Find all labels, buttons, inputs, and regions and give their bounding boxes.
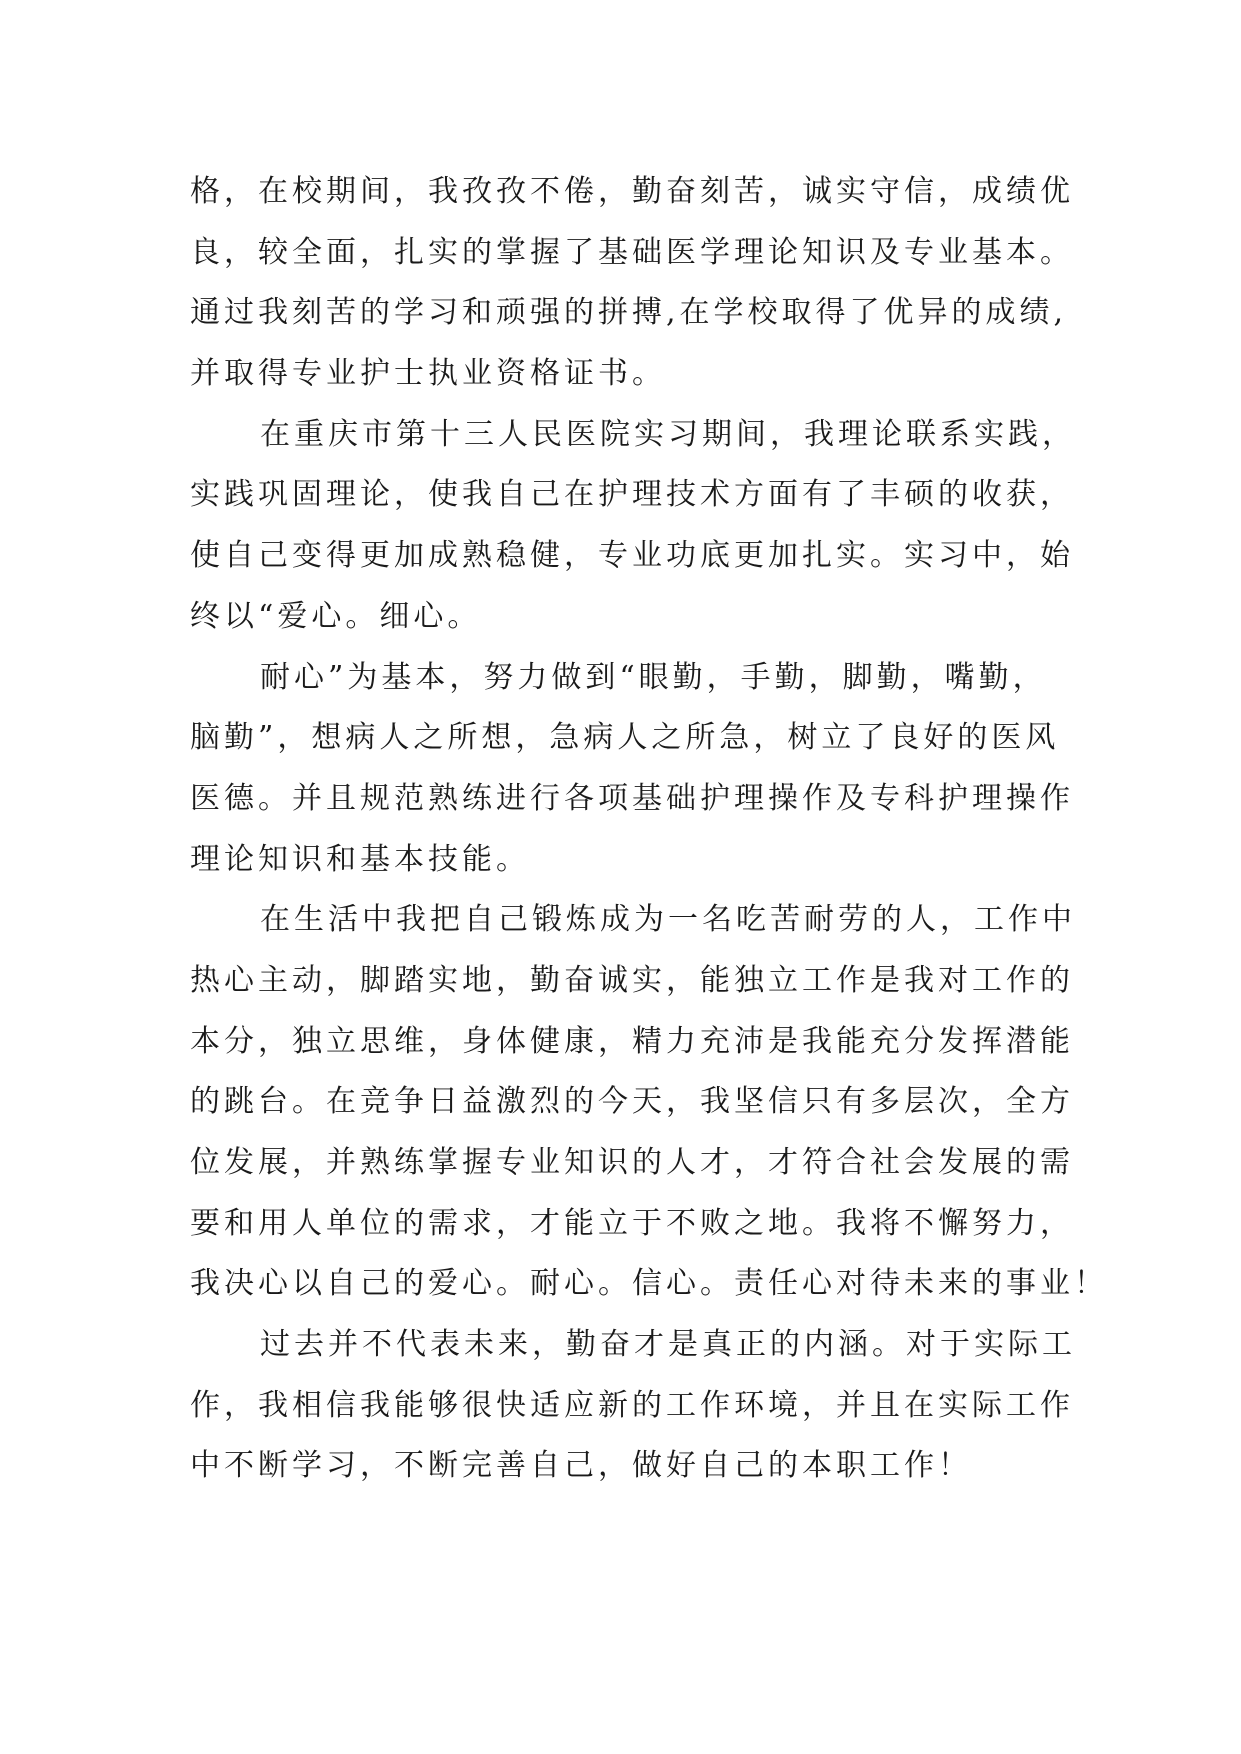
text-line: 位发展，并熟练掌握专业知识的人才，才符合社会发展的需 [190, 1145, 1074, 1180]
text-line: 格，在校期间，我孜孜不倦，勤奋刻苦，诚实守信，成绩优 [190, 174, 1074, 209]
text-line: 作，我相信我能够很快适应新的工作环境，并且在实际工作 [190, 1387, 1074, 1423]
document-body [190, 162, 1108, 1497]
text-line: 良，较全面，扎实的掌握了基础医学理论知识及专业基本。 [190, 234, 1074, 270]
paragraph-first-line: 耐心”为基本，努力做到“眼勤，手勤，脚勤，嘴勤， [260, 659, 1047, 695]
text-line: 实践巩固理论，使我自己在护理技术方面有了丰硕的收获， [190, 477, 1074, 513]
text-line: 热心主动，脚踏实地，勤奋诚实，能独立工作是我对工作的 [190, 962, 1074, 998]
text-line: 中不断学习，不断完善自己，做好自己的本职工作！ [190, 1448, 972, 1484]
text-line: 理论知识和基本技能。 [190, 841, 530, 877]
text-line: 的跳台。在竞争日益激烈的今天，我坚信只有多层次，全方 [190, 1084, 1074, 1120]
text-line: 脑勤”，想病人之所想，急病人之所急，树立了良好的医风 [190, 720, 1060, 756]
paragraph-first-line: 过去并不代表未来，勤奋才是真正的内涵。对于实际工 [260, 1327, 1076, 1363]
text-line: 使自己变得更加成熟稳健，专业功底更加扎实。实习中，始 [190, 538, 1074, 574]
paragraph-first-line: 在生活中我把自己锻炼成为一名吃苦耐劳的人，工作中 [260, 902, 1076, 938]
paragraph-first-line: 在重庆市第十三人民医院实习期间，我理论联系实践， [260, 416, 1076, 452]
text-line: 本分，独立思维，身体健康，精力充沛是我能充分发挥潜能 [190, 1023, 1074, 1059]
text-line: 要和用人单位的需求，才能立于不败之地。我将不懈努力， [190, 1205, 1074, 1241]
text-line: 通过我刻苦的学习和顽强的拼搏,在学校取得了优异的成绩, [190, 295, 1068, 331]
text-line: 我决心以自己的爱心。耐心。信心。责任心对待未来的事业！ [190, 1266, 1108, 1302]
text-line: 终以“爱心。细心。 [190, 598, 482, 634]
text-line: 医德。并且规范熟练进行各项基础护理操作及专科护理操作 [190, 780, 1074, 816]
text-line: 并取得专业护士执业资格证书。 [190, 356, 666, 392]
